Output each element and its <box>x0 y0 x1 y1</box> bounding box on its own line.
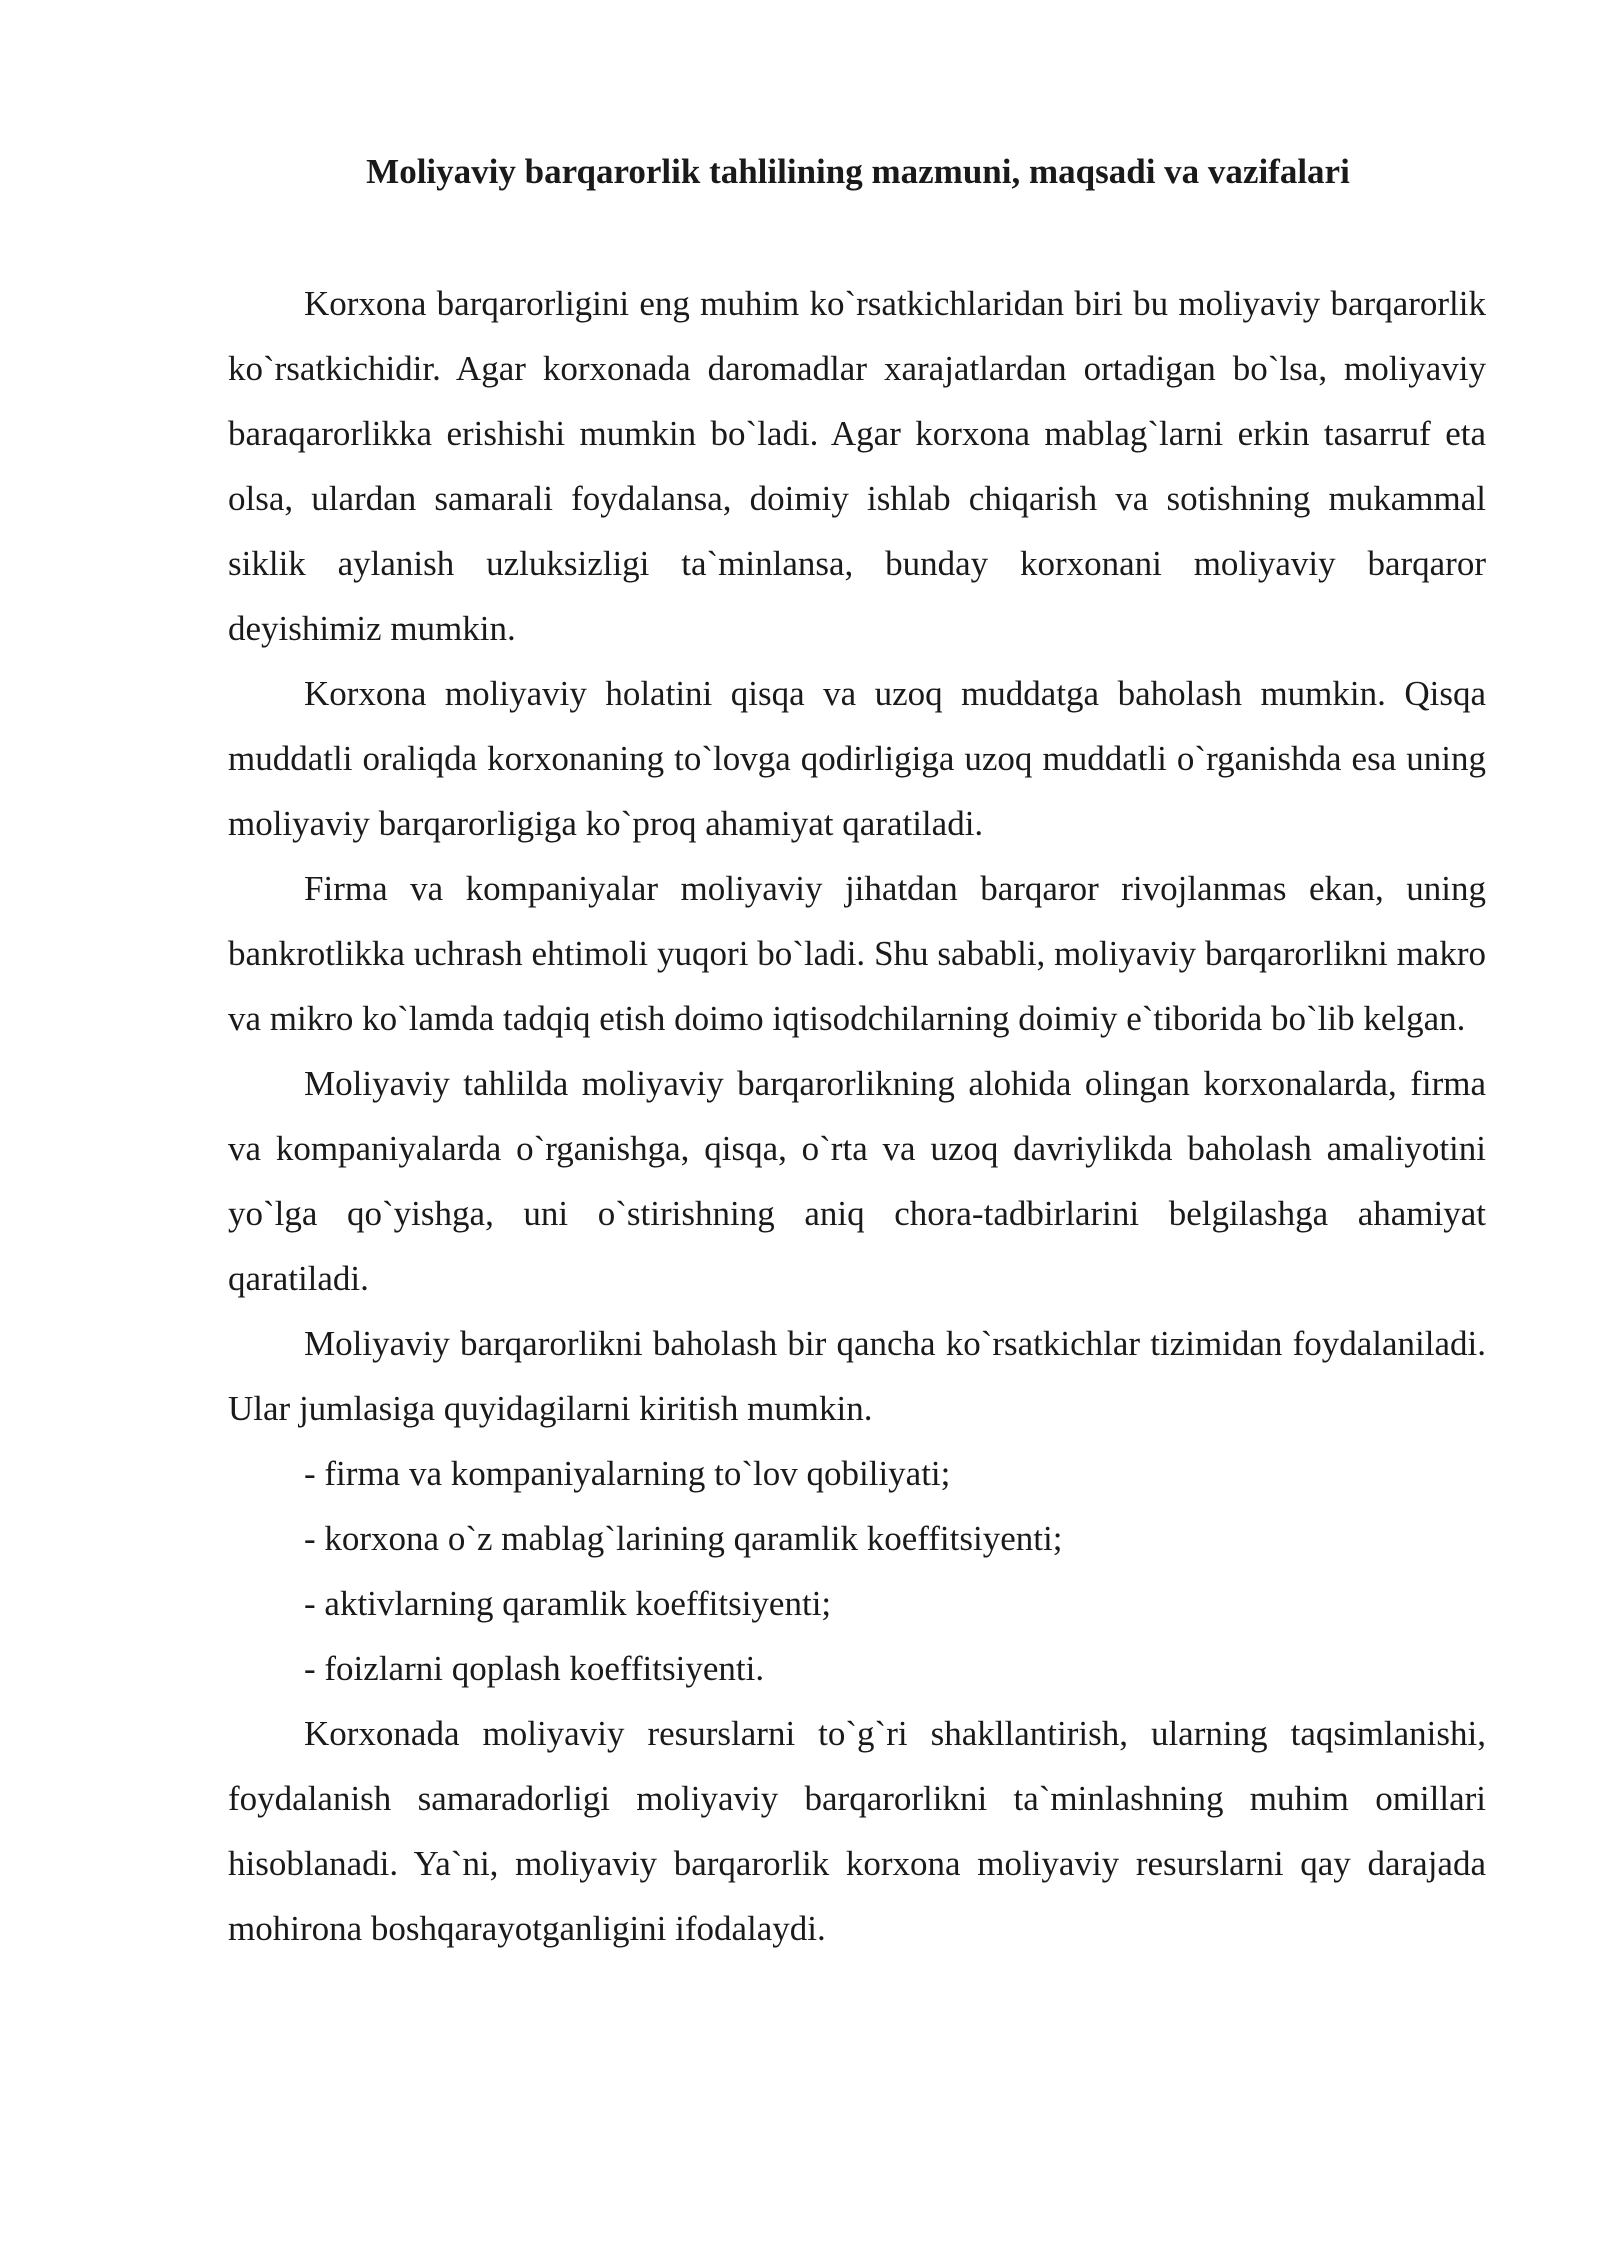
document-body <box>228 271 1486 1961</box>
paragraph-6: Korxonada moliyaviy resurslarni to`g`ri shakllantirish, ularning taqsimlanishi, foydalanish samaradorligi moliyaviy barqarorlikni ta`minlashning muhim omillari hisoblanadi. Ya`ni, moliyaviy barqarorlik korxona moliyaviy resurslarni qay darajada mohirona boshqarayotganligini ifodalaydi. <box>228 1714 1486 1948</box>
paragraph-1: Korxona barqarorligini eng muhim ko`rsatkichlaridan biri bu moliyaviy barqarorlik ko`rsatkichidir. Agar korxonada daromadlar xarajatlardan ortadigan bo`lsa, moliyaviy baraqarorlikka erishishi mumkin bo`ladi. Agar korxona mablag`larni erkin tasarruf eta olsa, ulardan samarali foydalansa, doimiy ishlab chiqarish va sotishning mukammal siklik aylanish uzluksizligi ta`minlansa, bunday korxonani moliyaviy barqaror deyishimiz mumkin. <box>228 284 1486 648</box>
list-item: - korxona o`z mablag`larining qaramlik koeffitsiyenti; <box>304 1519 1063 1558</box>
paragraph-2: Korxona moliyaviy holatini qisqa va uzoq muddatga baholash mumkin. Qisqa muddatli oraliqda korxonaning to`lovga qodirligiga uzoq muddatli o`rganishda esa uning moliyaviy barqarorligiga ko`proq ahamiyat qaratiladi. <box>228 674 1486 843</box>
list-item: - firma va kompaniyalarning to`lov qobiliyati; <box>304 1454 951 1493</box>
indicator-list <box>228 1441 1486 1701</box>
list-item: - aktivlarning qaramlik koeffitsiyenti; <box>304 1584 832 1623</box>
paragraph-4: Moliyaviy tahlilda moliyaviy barqarorlikning alohida olingan korxonalarda, firma va kompaniyalarda o`rganishga, qisqa, o`rta va uzoq davriylikda baholash amaliyotini yo`lga qo`yishga, uni o`stirishning aniq chora-tadbirlarini belgilashga ahamiyat qaratiladi. <box>228 1064 1486 1298</box>
paragraph-5: Moliyaviy barqarorlikni baholash bir qancha ko`rsatkichlar tizimidan foydalaniladi. Ular jumlasiga quyidagilarni kiritish mumkin. <box>228 1324 1486 1428</box>
document-title: Moliyaviy barqarorlik tahlilining mazmuni, maqsadi va vazifalari <box>366 152 1350 191</box>
paragraph-3: Firma va kompaniyalar moliyaviy jihatdan barqaror rivojlanmas ekan, uning bankrotlikka uchrash ehtimoli yuqori bo`ladi. Shu sababli, moliyaviy barqarorlikni makro va mikro ko`lamda tadqiq etish doimo iqtisodchilarning doimiy e`tiborida bo`lib kelgan. <box>228 869 1486 1038</box>
list-item: - foizlarni qoplash koeffitsiyenti. <box>304 1649 765 1688</box>
